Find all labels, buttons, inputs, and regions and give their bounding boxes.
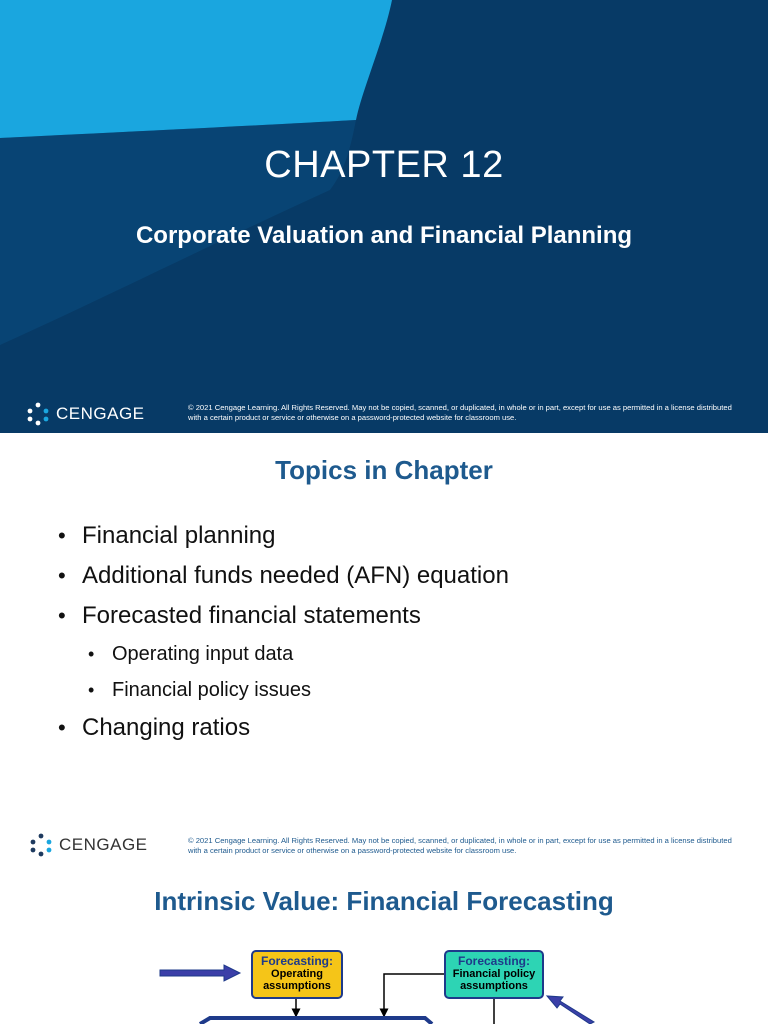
forecast-block-outline bbox=[200, 1018, 432, 1024]
slide-title: Topics in Chapter bbox=[275, 455, 493, 485]
input-arrow-left bbox=[160, 965, 240, 981]
topics-list bbox=[58, 521, 509, 753]
connector-line bbox=[384, 974, 444, 1016]
input-arrow-right bbox=[547, 996, 594, 1024]
cengage-logo-icon bbox=[29, 833, 53, 857]
financial-policy-box bbox=[444, 950, 544, 999]
cengage-logo bbox=[26, 402, 145, 426]
chapter-subtitle: Corporate Valuation and Financial Planning bbox=[135, 222, 633, 249]
title-slide bbox=[0, 0, 768, 433]
sub-list-item: • Operating input data bbox=[88, 641, 509, 677]
logo-text: CENGAGE bbox=[59, 835, 148, 854]
forecasting-diagram bbox=[0, 866, 768, 1024]
cyan-swoosh-graphic bbox=[0, 0, 768, 433]
list-item: • Changing ratios bbox=[58, 713, 509, 753]
copyright-notice: © 2021 Cengage Learning. All Rights Reserved. May not be copied, scanned, or duplicated, in whole or in part, except for use as permitted in a license distributed with a certain product or service or otherwise on a password-protected website for classroom use. bbox=[188, 836, 732, 855]
box-line: Operating bbox=[271, 968, 323, 980]
list-item: • Forecasted financial statements bbox=[58, 601, 509, 641]
slide-title: Intrinsic Value: Financial Forecasting bbox=[154, 886, 614, 916]
box-heading: Forecasting: bbox=[457, 954, 530, 968]
chapter-title: CHAPTER 12 bbox=[264, 144, 504, 186]
box-line: assumptions bbox=[460, 980, 528, 992]
sub-list-item: • Financial policy issues bbox=[88, 677, 509, 713]
list-item: • Financial planning bbox=[58, 521, 509, 561]
box-line: assumptions bbox=[263, 980, 331, 992]
logo-text: CENGAGE bbox=[56, 404, 145, 423]
box-heading: Forecasting: bbox=[260, 954, 333, 968]
cengage-logo bbox=[29, 833, 148, 857]
copyright-notice: © 2021 Cengage Learning. All Rights Reserved. May not be copied, scanned, or duplicated, in whole or in part, except for use as permitted in a license distributed with a certain product or service or otherwise on a password-protected website for classroom use. bbox=[188, 403, 732, 422]
list-item: • Additional funds needed (AFN) equation bbox=[58, 561, 509, 601]
intrinsic-value-slide bbox=[0, 866, 768, 1024]
cengage-logo-icon bbox=[26, 402, 50, 426]
topics-slide bbox=[0, 433, 768, 866]
operating-assumptions-box bbox=[251, 950, 343, 999]
box-line: Financial policy bbox=[452, 968, 536, 980]
